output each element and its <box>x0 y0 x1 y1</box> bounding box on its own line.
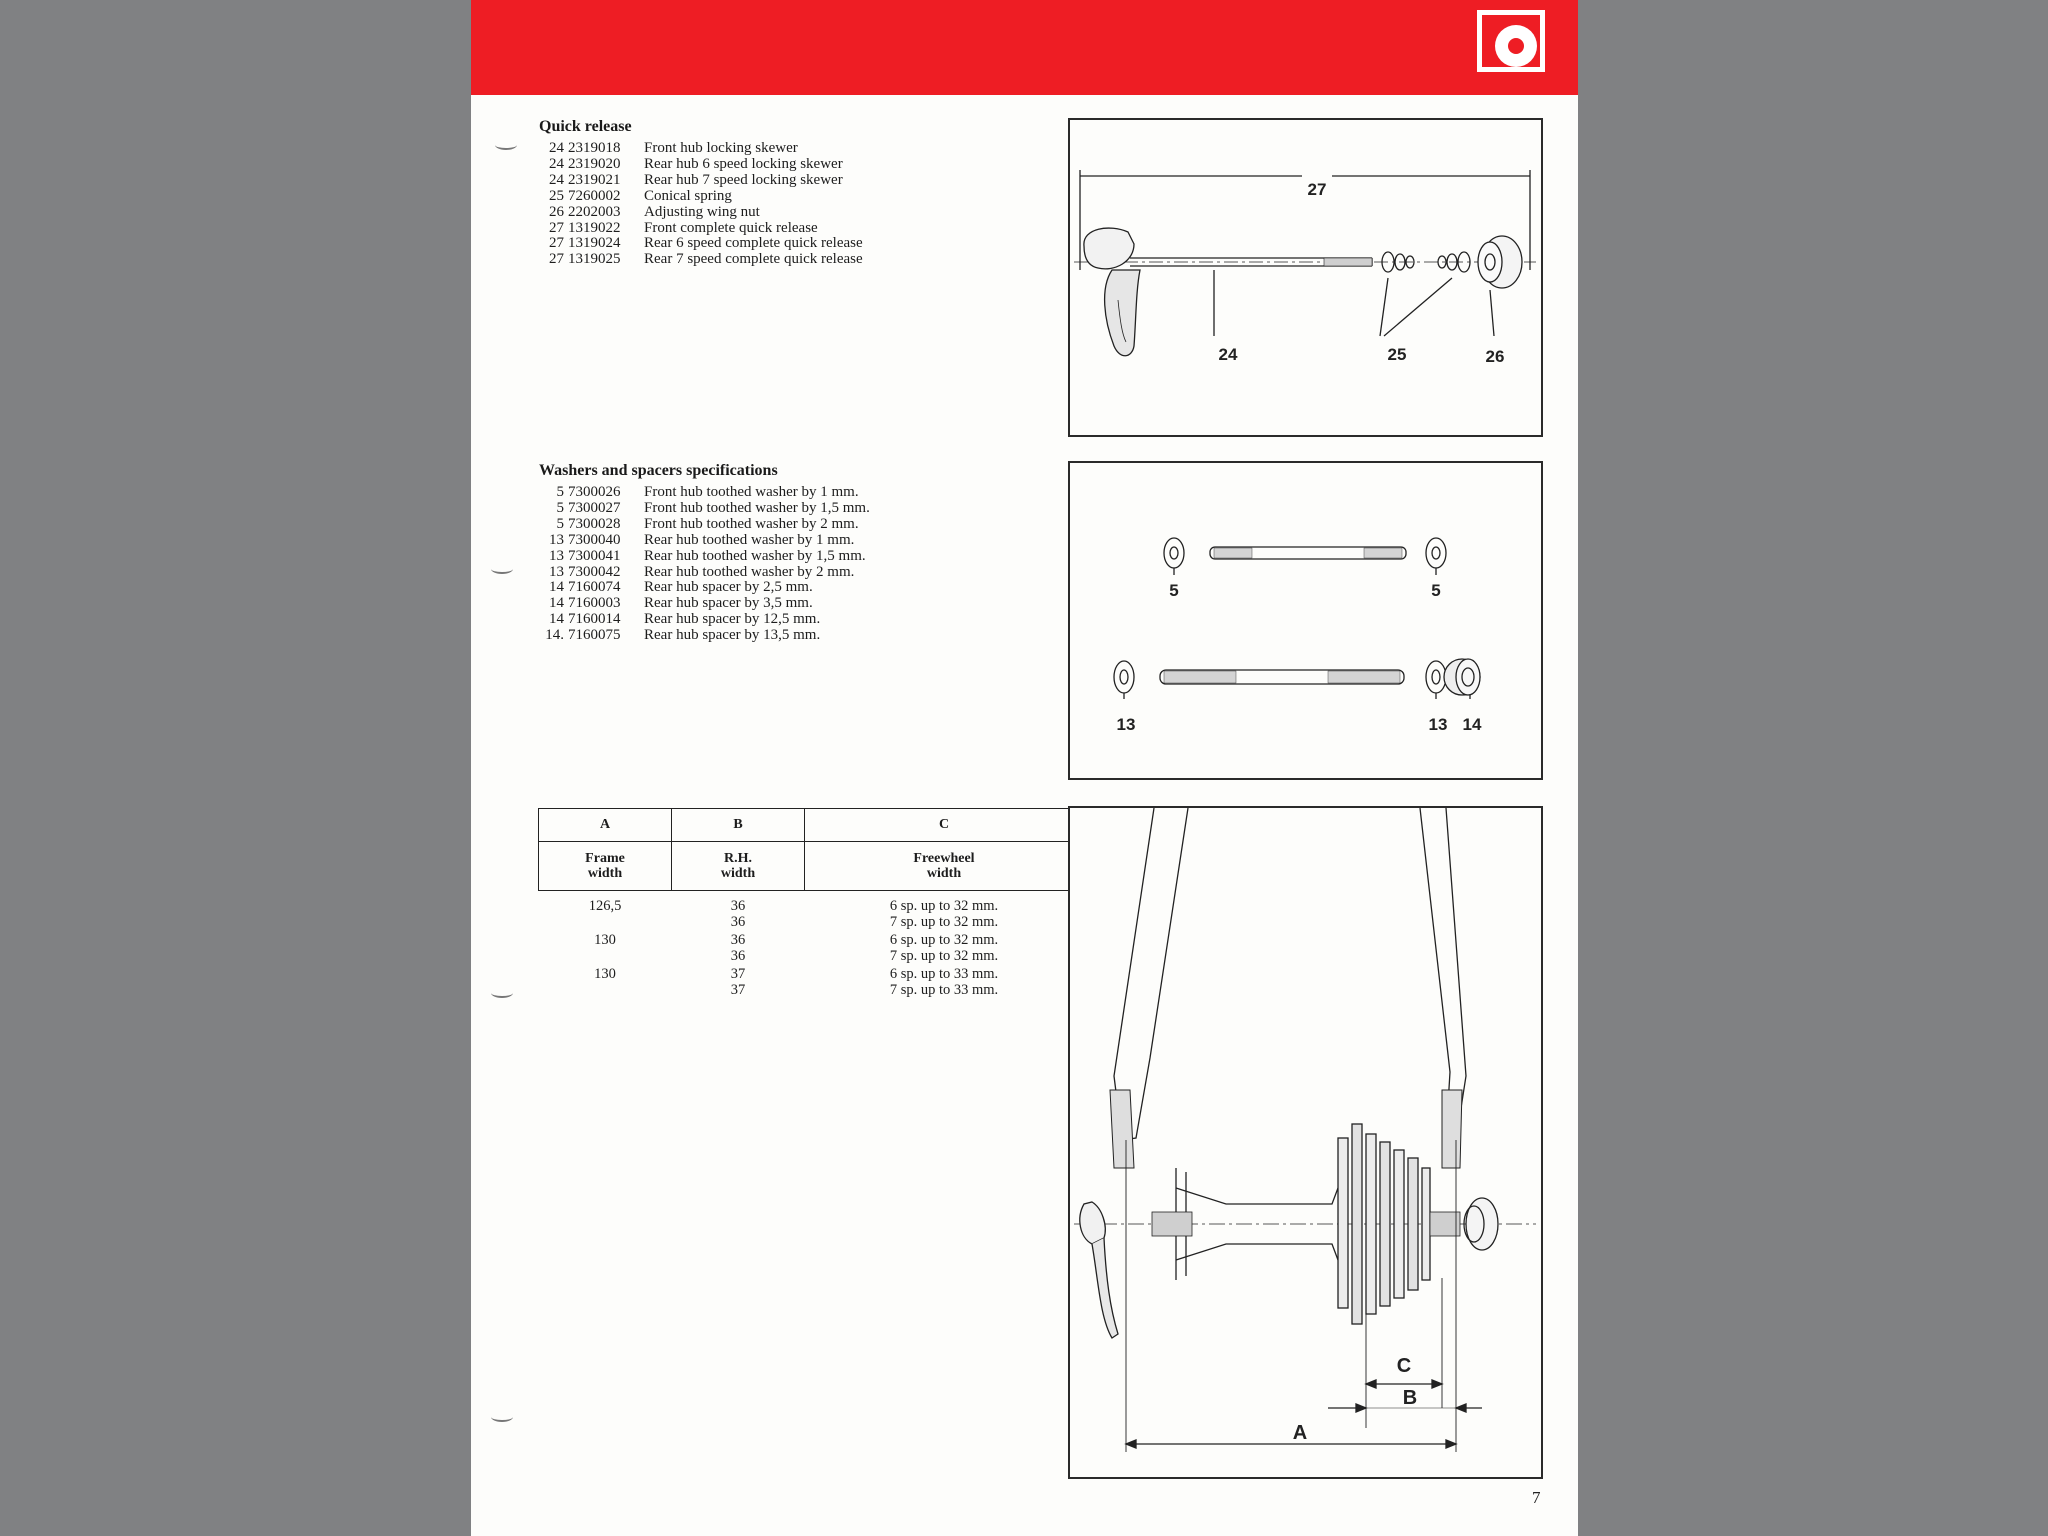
list-item <box>538 173 863 189</box>
label-24: 24 <box>1218 345 1238 364</box>
part-desc: Rear hub 7 speed locking skewer <box>644 171 843 188</box>
part-code: 7300042 <box>568 563 621 580</box>
table-row: 37 7 sp. up to 33 mm. <box>730 981 999 998</box>
label-5-right: 5 <box>1431 581 1441 600</box>
part-ref: 24 <box>549 171 564 188</box>
part-desc: Rear hub spacer by 2,5 mm. <box>644 579 813 596</box>
list-item <box>538 485 870 501</box>
part-ref: 24 <box>549 140 564 156</box>
part-code: 7300041 <box>568 547 621 564</box>
list-item <box>538 596 870 612</box>
part-desc: Front complete quick release <box>644 219 818 236</box>
washers-diagram <box>1068 461 1543 780</box>
quick-release-heading: Quick release <box>539 118 632 135</box>
label-27: 27 <box>1307 180 1327 199</box>
part-desc: Front hub toothed washer by 1,5 mm. <box>644 499 870 516</box>
document-page <box>471 0 1578 1536</box>
part-code: 7300026 <box>568 484 621 500</box>
table-row: 126,5 36 6 sp. up to 32 mm. <box>588 898 999 914</box>
col-a-letter: A <box>539 809 672 842</box>
header-banner <box>471 0 1578 95</box>
list-item <box>538 517 870 533</box>
col-c-letter: C <box>805 809 1084 842</box>
part-desc: Rear hub spacer by 13,5 mm. <box>644 627 821 644</box>
part-ref: 14. <box>545 627 564 644</box>
table-row: 130 36 6 sp. up to 32 mm. <box>594 932 999 948</box>
part-code: 7160014 <box>568 611 621 628</box>
part-desc: Conical spring <box>644 187 732 204</box>
part-desc: Adjusting wing nut <box>644 203 760 220</box>
list-item <box>538 501 870 517</box>
label-26: 26 <box>1485 347 1505 366</box>
part-code: 7300028 <box>568 515 621 532</box>
part-ref: 5 <box>556 484 564 500</box>
washers-heading: Washers and spacers specifications <box>539 462 778 479</box>
part-ref: 13 <box>549 547 564 564</box>
part-code: 7300027 <box>568 499 621 516</box>
table-row: 36 7 sp. up to 32 mm. <box>730 947 999 964</box>
part-code: 7160003 <box>568 595 621 612</box>
label-a: A <box>1292 1422 1308 1444</box>
quick-release-diagram <box>1068 118 1543 437</box>
part-desc: Rear hub spacer by 12,5 mm. <box>644 611 821 628</box>
part-code: 2319018 <box>568 140 621 156</box>
label-14: 14 <box>1462 715 1482 734</box>
part-code: 1319024 <box>568 235 621 252</box>
list-item <box>538 612 870 628</box>
part-ref: 13 <box>549 531 564 548</box>
part-ref: 27 <box>549 251 564 268</box>
hub-width-table <box>538 808 1084 998</box>
part-code: 2319020 <box>568 155 621 172</box>
label-13-left: 13 <box>1116 715 1136 734</box>
col-c-header: Freewheel width <box>805 842 1084 891</box>
part-code: 7260002 <box>568 187 621 204</box>
list-item <box>538 141 863 157</box>
list-item <box>538 533 870 549</box>
quick-release-parts-list <box>538 141 863 268</box>
part-code: 7160075 <box>568 627 621 644</box>
part-desc: Rear hub 6 speed locking skewer <box>644 155 843 172</box>
label-13-right: 13 <box>1428 715 1448 734</box>
label-25: 25 <box>1387 345 1407 364</box>
list-item <box>538 221 863 237</box>
part-code: 2319021 <box>568 171 621 188</box>
binder-hole-mark <box>495 140 517 150</box>
table-row: 36 7 sp. up to 32 mm. <box>730 913 999 930</box>
rear-hub-diagram <box>1068 806 1543 1479</box>
binder-hole-mark <box>491 1412 513 1422</box>
col-b-letter: B <box>672 809 805 842</box>
part-desc: Front hub toothed washer by 2 mm. <box>644 515 859 532</box>
part-ref: 14 <box>549 579 564 596</box>
col-a-header: Frame width <box>539 842 672 891</box>
part-desc: Front hub toothed washer by 1 mm. <box>644 484 859 500</box>
part-code: 7300040 <box>568 531 621 548</box>
list-item <box>538 565 870 581</box>
washers-parts-list <box>538 485 870 644</box>
table-row: 130 37 6 sp. up to 33 mm. <box>594 966 999 982</box>
list-item <box>538 549 870 565</box>
part-desc: Rear hub toothed washer by 1 mm. <box>644 531 855 548</box>
part-ref: 27 <box>549 219 564 236</box>
binder-hole-mark <box>491 564 513 574</box>
page-number: 7 <box>1532 1488 1541 1507</box>
label-c: C <box>1396 1355 1412 1377</box>
binder-hole-mark <box>491 988 513 998</box>
part-desc: Rear hub spacer by 3,5 mm. <box>644 595 813 612</box>
part-ref: 13 <box>549 563 564 580</box>
part-desc: Rear 7 speed complete quick release <box>644 251 863 268</box>
part-ref: 26 <box>549 203 564 220</box>
part-ref: 14 <box>549 595 564 612</box>
part-code: 7160074 <box>568 579 621 596</box>
part-ref: 14 <box>549 611 564 628</box>
part-ref: 27 <box>549 235 564 252</box>
col-b-header: R.H. width <box>672 842 805 891</box>
part-code: 1319022 <box>568 219 621 236</box>
list-item <box>538 205 863 221</box>
list-item <box>538 628 870 644</box>
brand-logo-icon <box>1477 10 1545 72</box>
part-ref: 5 <box>556 499 564 516</box>
part-ref: 5 <box>556 515 564 532</box>
list-item <box>538 189 863 205</box>
label-5-left: 5 <box>1169 581 1179 600</box>
list-item <box>538 580 870 596</box>
list-item <box>538 157 863 173</box>
part-code: 2202003 <box>568 203 621 220</box>
part-code: 1319025 <box>568 251 621 268</box>
list-item <box>538 252 863 268</box>
part-ref: 24 <box>549 155 564 172</box>
part-desc: Rear hub toothed washer by 2 mm. <box>644 563 855 580</box>
part-ref: 25 <box>549 187 564 204</box>
label-b: B <box>1402 1387 1418 1409</box>
part-desc: Rear hub toothed washer by 1,5 mm. <box>644 547 866 564</box>
part-desc: Rear 6 speed complete quick release <box>644 235 863 252</box>
part-desc: Front hub locking skewer <box>644 140 798 156</box>
list-item <box>538 236 863 252</box>
